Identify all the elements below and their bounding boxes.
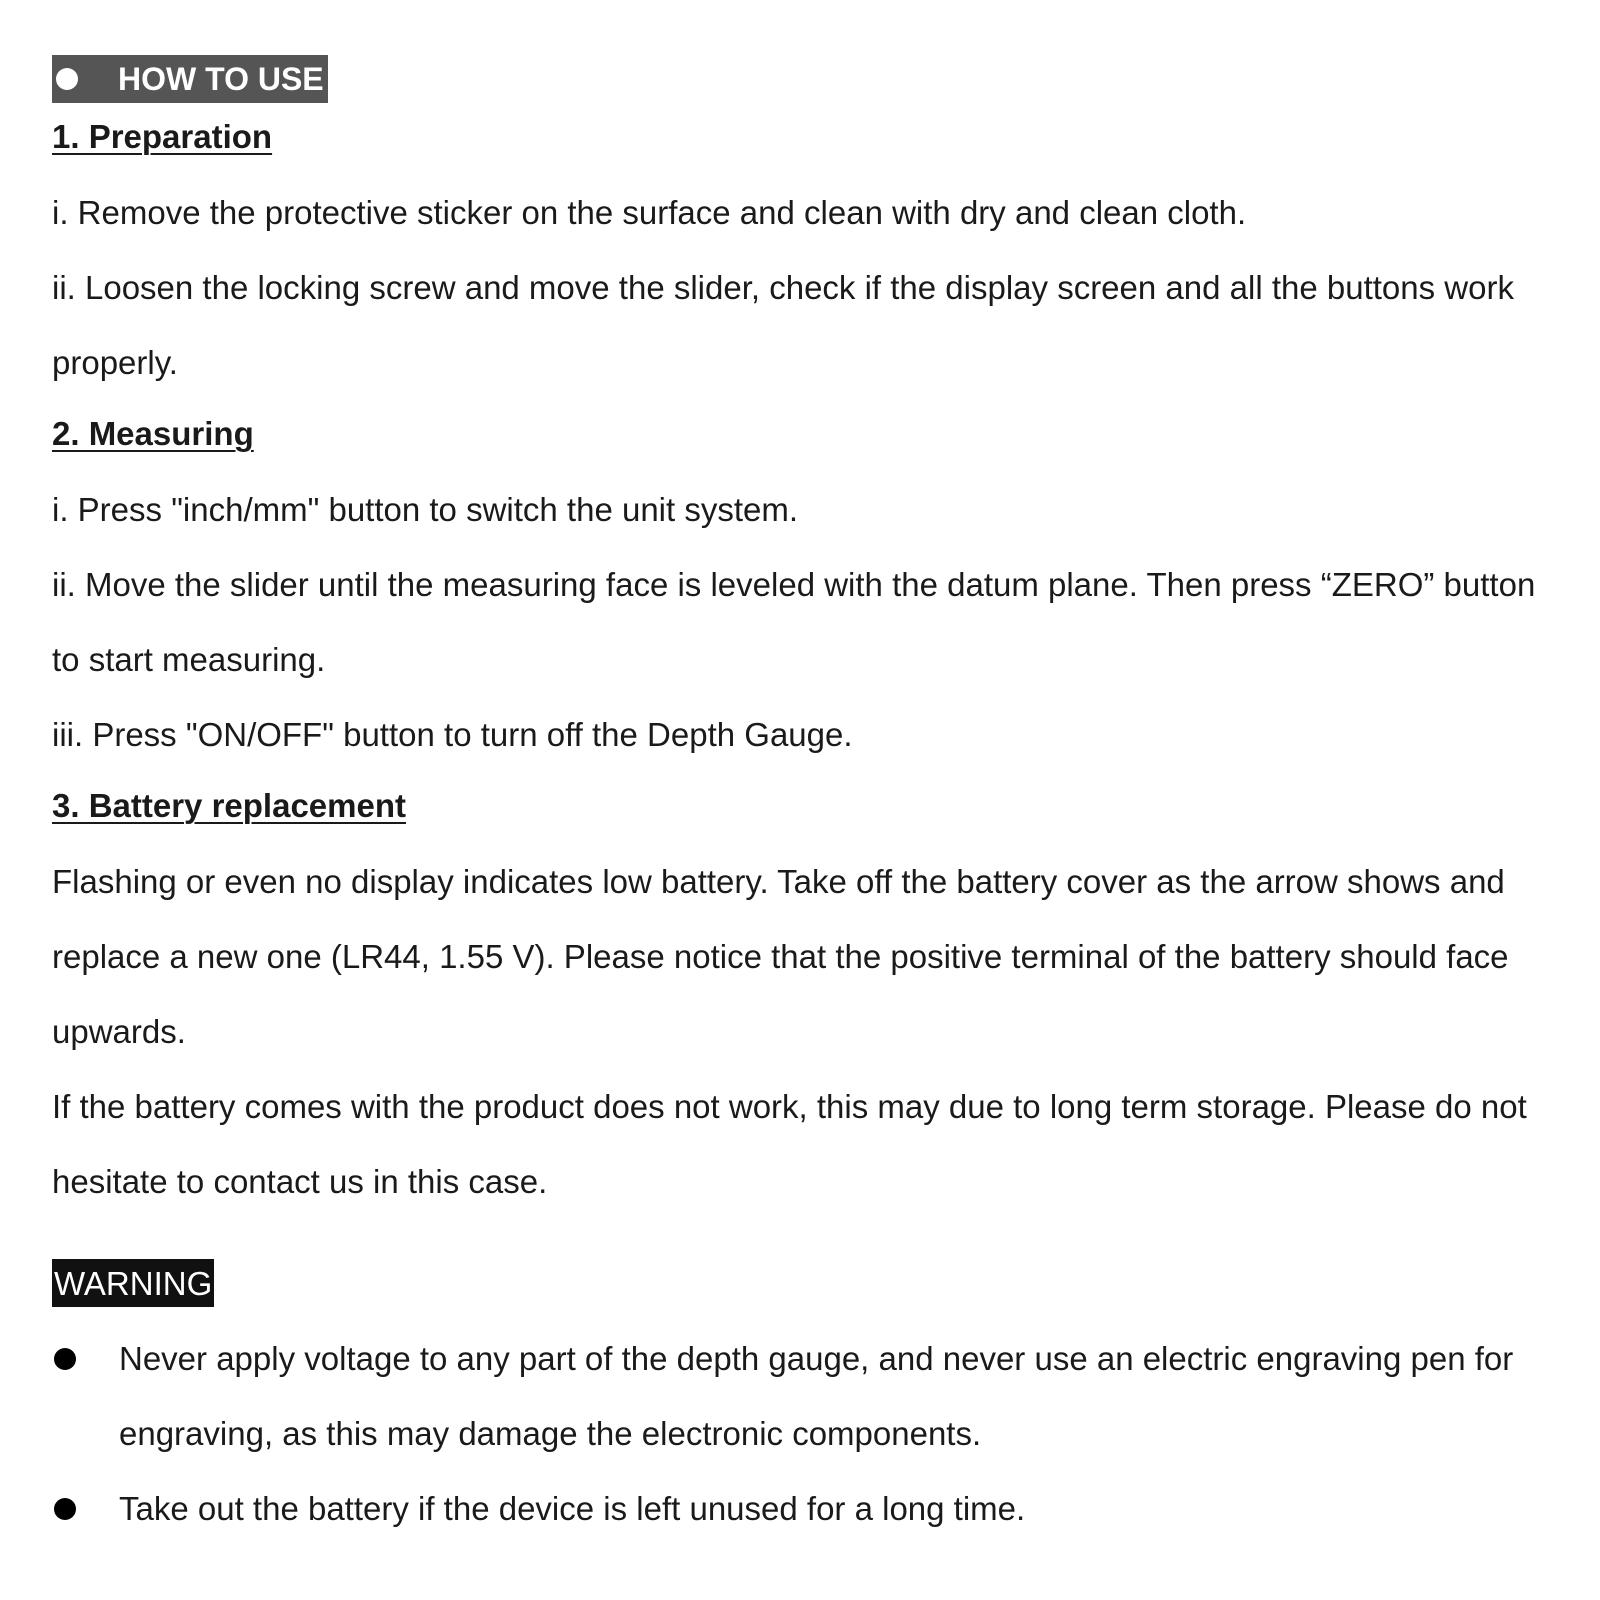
- warning-text: Take out the battery if the device is left unused for a long time.: [119, 1490, 1026, 1527]
- step-text: ii. Loosen the locking screw and move the slider, check if the display screen and all the buttons work properly.: [52, 269, 1514, 381]
- step-text: i. Press "inch/mm" button to switch the unit system.: [52, 491, 799, 528]
- warning-list: [52, 1321, 1560, 1546]
- filled-circle-icon: [54, 1348, 76, 1370]
- step-text: i. Remove the protective sticker on the surface and clean with dry and clean cloth.: [52, 194, 1247, 231]
- step-text: If the battery comes with the product does not work, this may due to long term storage. Please do not hesitate to contact us in this case.: [52, 1088, 1527, 1200]
- filled-circle-icon: [56, 68, 78, 90]
- list-item: [52, 1471, 1560, 1546]
- section-measuring: [52, 396, 1560, 472]
- filled-circle-icon: [54, 1498, 76, 1520]
- step-text: Flashing or even no display indicates low battery. Take off the battery cover as the arrow shows and replace a new one (LR44, 1.55 V). Please notice that the positive terminal of the battery should face upwards.: [52, 863, 1509, 1050]
- warning-section: [52, 1259, 1560, 1546]
- warning-title: WARNING: [52, 1259, 214, 1307]
- step-text: iii. Press "ON/OFF" button to turn off the Depth Gauge.: [52, 716, 853, 753]
- section-heading: 3. Battery replacement: [52, 787, 406, 824]
- section-preparation: [52, 99, 1560, 175]
- section-heading: 2. Measuring: [52, 415, 254, 452]
- section-battery-replacement: [52, 768, 1560, 844]
- how-to-use-title: HOW TO USE: [118, 60, 324, 97]
- list-item: [52, 1321, 1560, 1471]
- warning-text: Never apply voltage to any part of the depth gauge, and never use an electric engraving pen for engraving, as this may damage the electronic components.: [119, 1340, 1514, 1452]
- section-heading: 1. Preparation: [52, 118, 273, 155]
- how-to-use-banner: [52, 55, 328, 103]
- step-text: ii. Move the slider until the measuring face is leveled with the datum plane. Then press “ZERO” button to start measuring.: [52, 566, 1536, 678]
